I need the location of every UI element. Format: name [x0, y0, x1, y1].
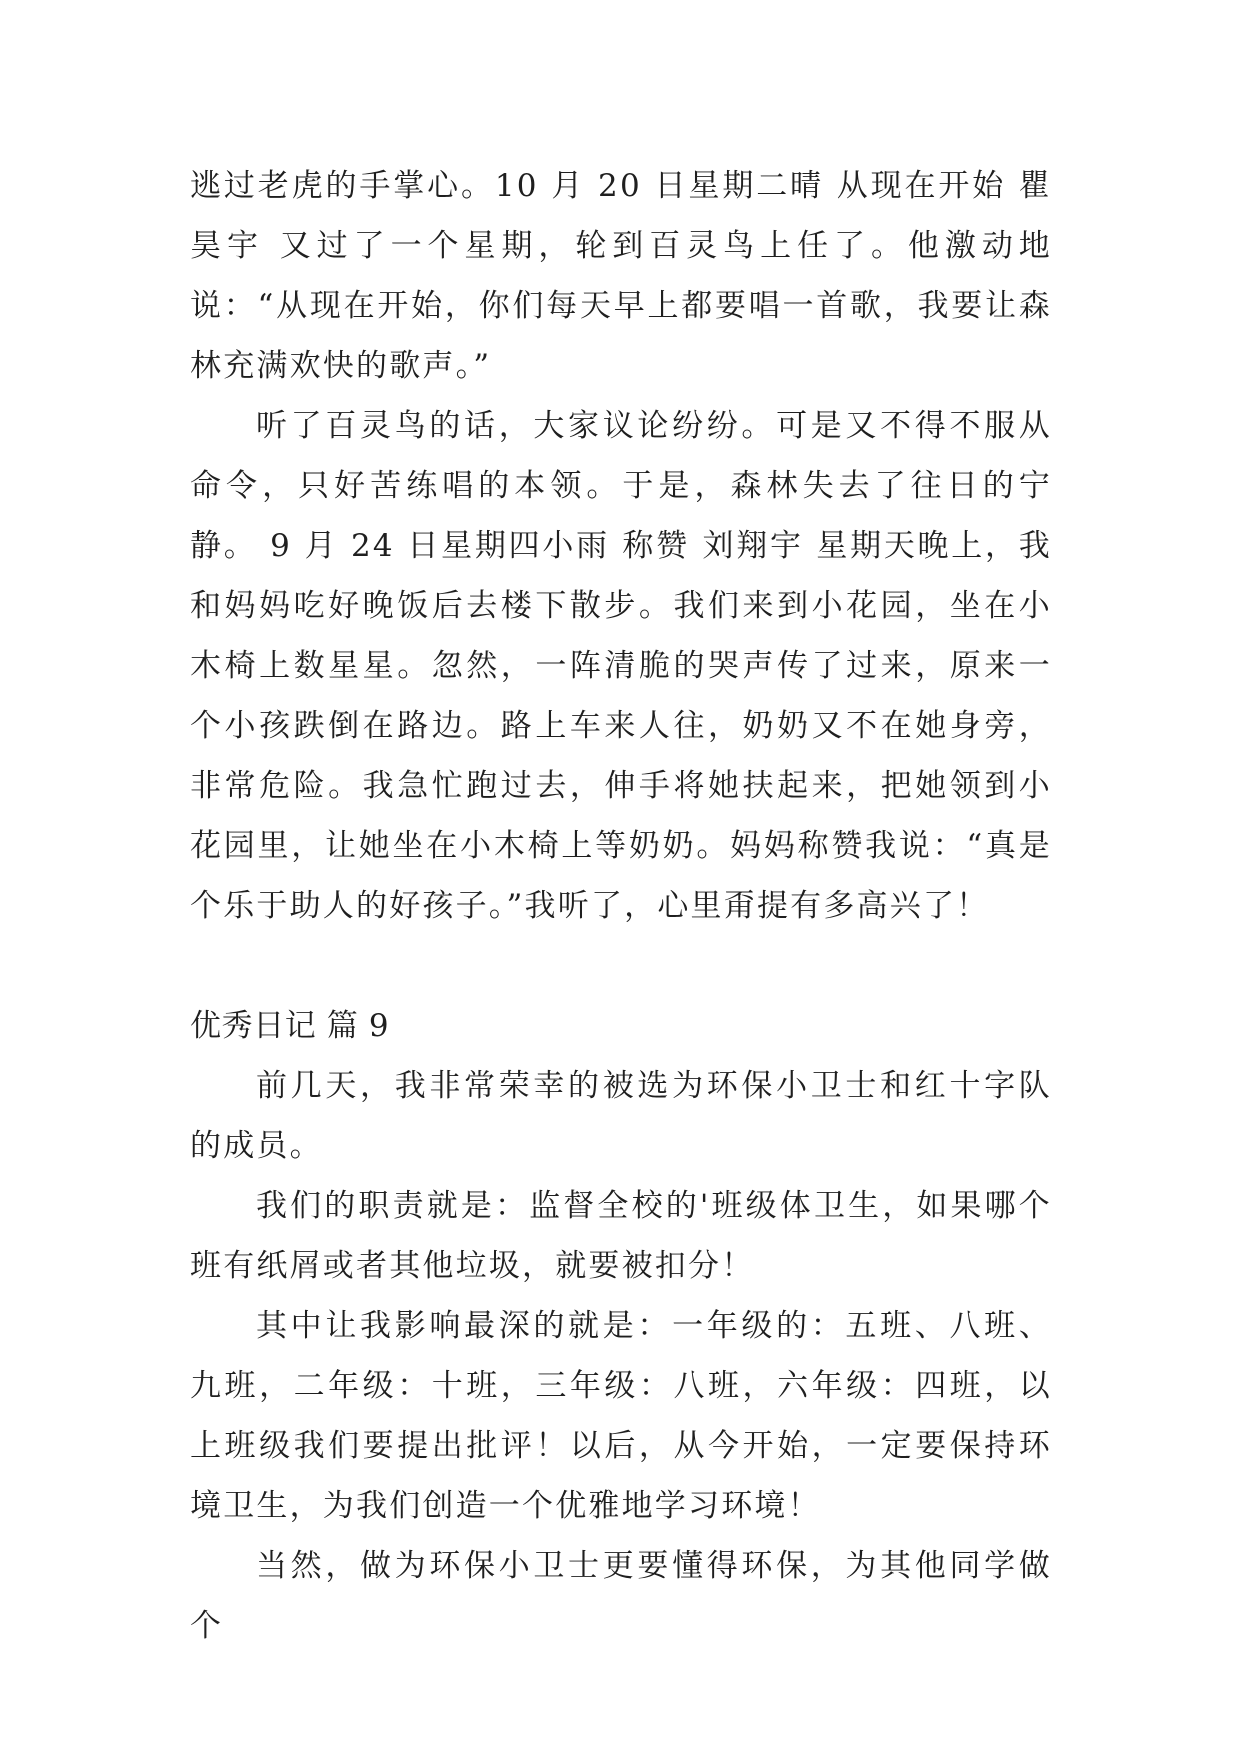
section-title: 优秀日记 篇 9: [190, 1008, 390, 1044]
paragraph-1: 逃过老虎的手掌心。10 月 20 日星期二晴 从现在开始 瞿昊宇 又过了一个星期，轮到百灵鸟上任了。他激动地说：“从现在开始，你们每天早上都要唱一首歌，我要让森林充满欢快的歌声。”: [190, 168, 1052, 384]
paragraph-2: 听了百灵鸟的话，大家议论纷纷。可是又不得不服从命令，只好苦练唱的本领。于是，森林失去了往日的宁静。 9 月 24 日星期四小雨 称赞 刘翔宇 星期天晚上，我和妈妈吃好晚饭后去楼下散步。我们来到小花园，坐在小木椅上数星星。忽然，一阵清脆的哭声传了过来，原来一个小孩跌倒在路边。路上车来人往，奶奶又不在她身旁，非常危险。我急忙跑过去，伸手将她扶起来，把她领到小花园里，让她坐在小木椅上等奶奶。妈妈称赞我说：“真是个乐于助人的好孩子。”我听了，心里甭提有多高兴了！: [190, 408, 1052, 924]
paragraph-3: 前几天，我非常荣幸的被选为环保小卫士和红十字队的成员。: [190, 1068, 1052, 1164]
paragraph-5: 其中让我影响最深的就是：一年级的：五班、八班、九班，二年级：十班，三年级：八班，六年级：四班，以上班级我们要提出批评！以后，从今开始，一定要保持环境卫生，为我们创造一个优雅地学习环境！: [190, 1308, 1052, 1524]
paragraph-6: 当然，做为环保小卫士更要懂得环保，为其他同学做个: [190, 1548, 1052, 1644]
document-body: [190, 156, 1052, 1656]
paragraph-4: 我们的职责就是：监督全校的'班级体卫生，如果哪个班有纸屑或者其他垃圾，就要被扣分！: [190, 1188, 1052, 1284]
